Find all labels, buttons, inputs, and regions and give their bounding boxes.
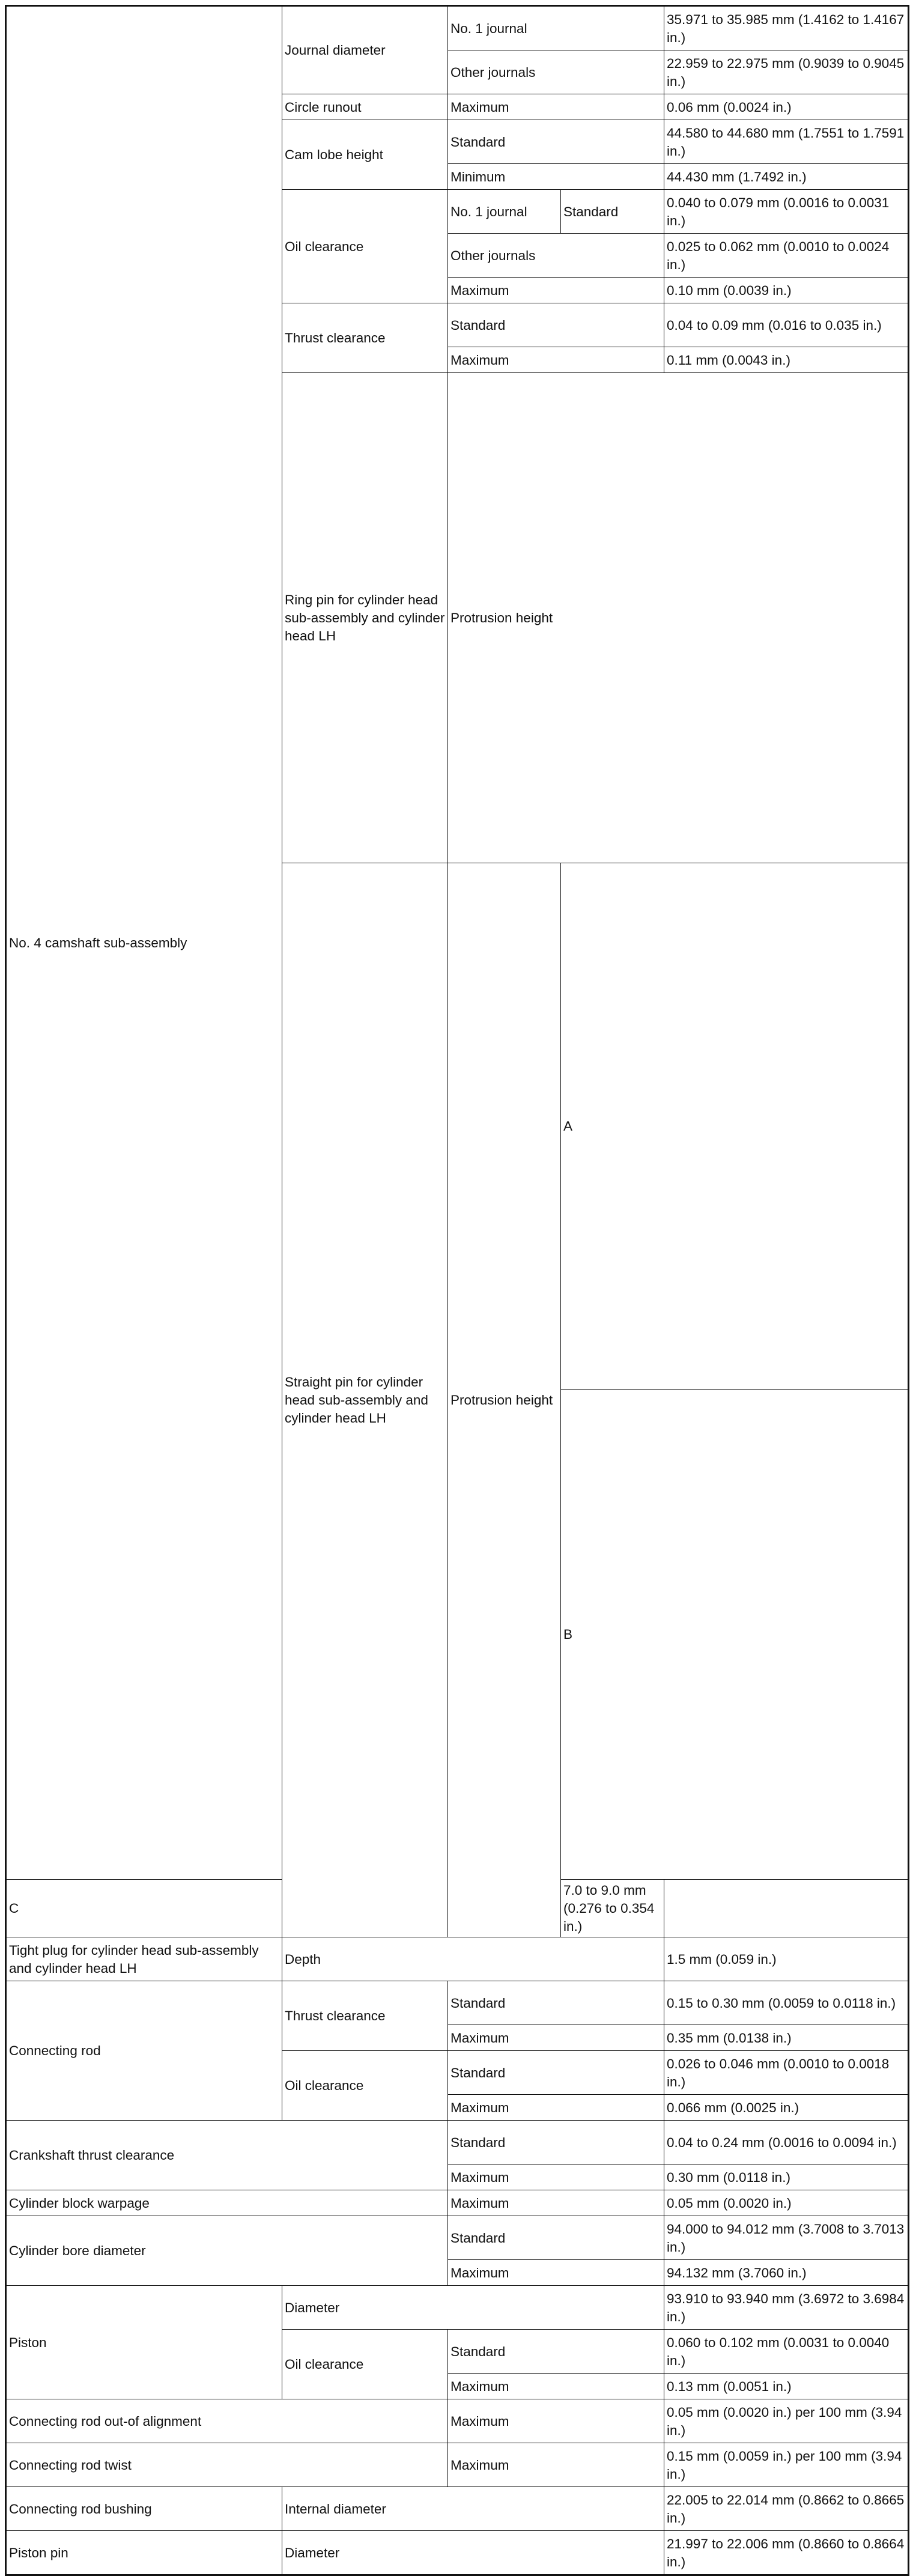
component-cell: No. 4 camshaft sub-assembly: [6, 6, 282, 1880]
component-cell: Connecting rod out-of alignment: [6, 2399, 448, 2443]
component-cell: Crankshaft thrust clearance: [6, 2121, 448, 2190]
condition-cell: Maximum: [448, 2095, 664, 2121]
value-cell: 0.13 mm (0.0051 in.): [664, 2374, 909, 2399]
value-cell: 22.005 to 22.014 mm (0.8662 to 0.8665 in.): [664, 2487, 909, 2531]
table-row: [6, 1937, 909, 1981]
table-row: [6, 2487, 909, 2531]
condition-cell: Standard: [448, 120, 664, 164]
value-cell: 0.35 mm (0.0138 in.): [664, 2025, 909, 2051]
value-cell: 0.025 to 0.062 mm (0.0010 to 0.0024 in.): [664, 234, 909, 278]
component-cell: Cylinder block warpage: [6, 2190, 448, 2216]
component-cell: Ring pin for cylinder head sub-assembly and cylinder head LH: [282, 373, 448, 863]
component-cell: Straight pin for cylinder head sub-assembly and cylinder head LH: [282, 863, 448, 1937]
condition-cell: Standard: [448, 2216, 664, 2260]
component-cell: Piston: [6, 2286, 282, 2399]
table-row: [6, 2443, 909, 2487]
component-cell: Connecting rod: [6, 1981, 282, 2121]
condition-cell: Standard: [448, 303, 664, 347]
value-cell: 0.10 mm (0.0039 in.): [664, 278, 909, 303]
condition-cell: A: [561, 863, 909, 1390]
component-cell: Tight plug for cylinder head sub-assembly and cylinder head LH: [6, 1937, 282, 1981]
condition-cell: No. 1 journal: [448, 6, 664, 50]
item-cell: Thrust clearance: [282, 1981, 448, 2051]
item-cell: Diameter: [282, 2531, 664, 2575]
value-cell: 44.430 mm (1.7492 in.): [664, 164, 909, 190]
item-cell: Journal diameter: [282, 6, 448, 94]
value-cell: 0.15 to 0.30 mm (0.0059 to 0.0118 in.): [664, 1981, 909, 2025]
item-cell: Thrust clearance: [282, 303, 448, 373]
condition-cell: B: [561, 1390, 909, 1880]
value-cell: 0.040 to 0.079 mm (0.0016 to 0.0031 in.): [664, 190, 909, 234]
value-cell: 94.132 mm (3.7060 in.): [664, 2260, 909, 2286]
item-cell: Oil clearance: [282, 2330, 448, 2399]
condition-cell: Maximum: [448, 2164, 664, 2190]
value-cell: 0.05 mm (0.0020 in.): [664, 2190, 909, 2216]
item-cell: Diameter: [282, 2286, 664, 2330]
value-cell: 35.971 to 35.985 mm (1.4162 to 1.4167 in.): [664, 6, 909, 50]
table-row: [6, 2190, 909, 2216]
table-row: [6, 2216, 909, 2260]
item-cell: Cam lobe height: [282, 120, 448, 190]
condition-cell: Maximum: [448, 2374, 664, 2399]
table-row: [6, 2399, 909, 2443]
value-cell: 0.060 to 0.102 mm (0.0031 to 0.0040 in.): [664, 2330, 909, 2374]
value-cell: 0.30 mm (0.0118 in.): [664, 2164, 909, 2190]
value-cell: 0.11 mm (0.0043 in.): [664, 347, 909, 373]
value-cell: 1.5 mm (0.059 in.): [664, 1937, 909, 1981]
condition-cell: Other journals: [448, 50, 664, 94]
condition-cell: Maximum: [448, 2399, 664, 2443]
condition-cell: Maximum: [448, 94, 664, 120]
item-cell: Oil clearance: [282, 190, 448, 303]
table-row: [6, 2121, 909, 2164]
item-cell: Depth: [282, 1937, 664, 1981]
value-cell: 94.000 to 94.012 mm (3.7008 to 3.7013 in.): [664, 2216, 909, 2260]
specification-table: [5, 5, 909, 2576]
value-cell: 44.580 to 44.680 mm (1.7551 to 1.7591 in.): [664, 120, 909, 164]
value-cell: 21.997 to 22.006 mm (0.8660 to 0.8664 in.): [664, 2531, 909, 2575]
condition-cell: Standard: [448, 1981, 664, 2025]
condition-cell: Maximum: [448, 278, 664, 303]
item-cell: Internal diameter: [282, 2487, 664, 2531]
component-cell: Piston pin: [6, 2531, 282, 2575]
condition-cell: Standard: [448, 2121, 664, 2164]
condition-cell: Maximum: [448, 347, 664, 373]
condition-cell: Standard: [448, 2330, 664, 2374]
value-cell: 7.0 to 9.0 mm (0.276 to 0.354 in.): [561, 1880, 664, 1937]
item-cell: Protrusion height: [448, 373, 909, 863]
item-cell: Protrusion height: [448, 863, 561, 1937]
value-cell: 0.066 mm (0.0025 in.): [664, 2095, 909, 2121]
value-cell: 0.05 mm (0.0020 in.) per 100 mm (3.94 in.): [664, 2399, 909, 2443]
sub-condition-cell: Standard: [561, 190, 664, 234]
table-row: [6, 1981, 909, 2025]
condition-cell: Other journals: [448, 234, 664, 278]
component-cell: Cylinder bore diameter: [6, 2216, 448, 2286]
condition-cell: C: [6, 1880, 448, 1937]
value-cell: 0.15 mm (0.0059 in.) per 100 mm (3.94 in.): [664, 2443, 909, 2487]
condition-cell: No. 1 journal: [448, 190, 561, 234]
value-cell: 93.910 to 93.940 mm (3.6972 to 3.6984 in.): [664, 2286, 909, 2330]
component-cell: Connecting rod bushing: [6, 2487, 282, 2531]
item-cell: Oil clearance: [282, 2051, 448, 2121]
component-cell: Connecting rod twist: [6, 2443, 448, 2487]
condition-cell: Maximum: [448, 2190, 664, 2216]
value-cell: 0.04 to 0.24 mm (0.0016 to 0.0094 in.): [664, 2121, 909, 2164]
condition-cell: Maximum: [448, 2443, 664, 2487]
value-cell: 0.026 to 0.046 mm (0.0010 to 0.0018 in.): [664, 2051, 909, 2095]
item-cell: Circle runout: [282, 94, 448, 120]
condition-cell: Standard: [448, 2051, 664, 2095]
table-row: [6, 2286, 909, 2330]
table-row: [6, 2531, 909, 2575]
value-cell: 0.06 mm (0.0024 in.): [664, 94, 909, 120]
value-cell: 22.959 to 22.975 mm (0.9039 to 0.9045 in.): [664, 50, 909, 94]
condition-cell: Maximum: [448, 2260, 664, 2286]
table-row: [6, 6, 909, 50]
value-cell: 0.04 to 0.09 mm (0.016 to 0.035 in.): [664, 303, 909, 347]
condition-cell: Minimum: [448, 164, 664, 190]
condition-cell: Maximum: [448, 2025, 664, 2051]
